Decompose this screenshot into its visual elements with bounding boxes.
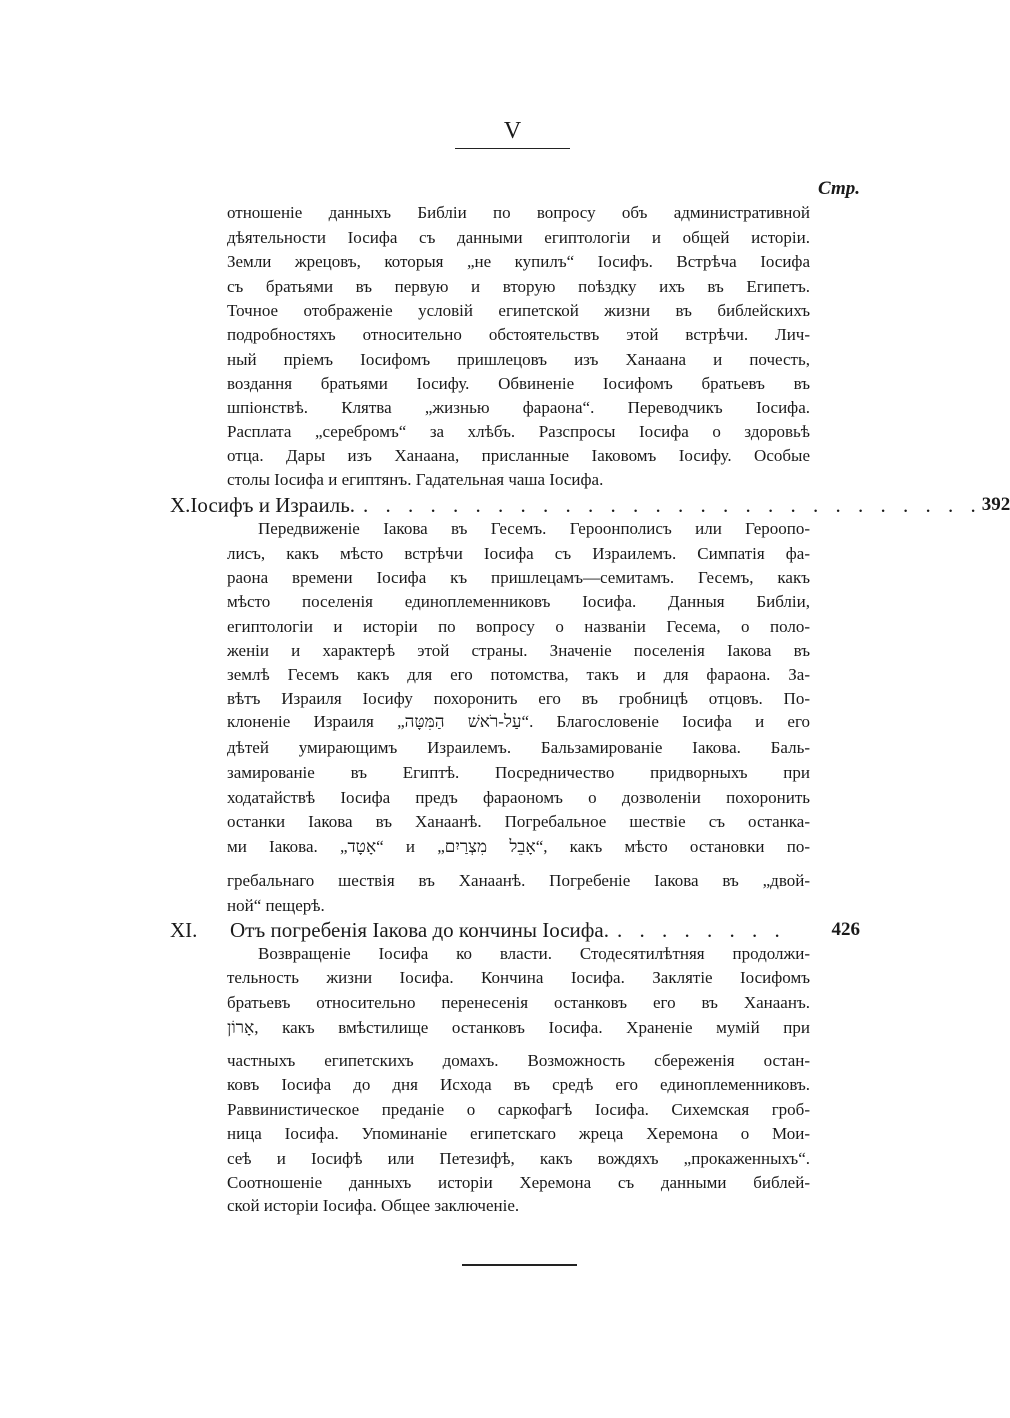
text-line: ный пріемъ Іосифомъ пришлецовъ изъ Ханаана и почесть, bbox=[227, 350, 810, 369]
text-line: Точное отображеніе условій египетской жизни въ библейскихъ bbox=[227, 301, 810, 320]
page-number-header: V bbox=[503, 118, 522, 144]
chapter-page: 392 bbox=[981, 494, 1010, 515]
text-line: лисъ, какъ мѣсто встрѣчи Іосифа съ Израилемъ. Симпатія фа- bbox=[227, 544, 810, 563]
dot-leader: . . . . . . . . . . . . . . . . . . . . . . . . . . . . bbox=[363, 493, 982, 517]
toc-entry-xi bbox=[170, 917, 860, 943]
text-line: Соотношеніе данныхъ исторіи Херемона съ данными библей- bbox=[227, 1173, 810, 1192]
chapter-number: XI. bbox=[170, 918, 198, 942]
text-line: отношеніе данныхъ Библіи по вопросу объ административной bbox=[227, 203, 810, 222]
text-line: сеѣ и Іосифѣ или Петезифѣ, какъ вождяхъ „прокаженныхъ“. bbox=[227, 1149, 810, 1168]
text-line: клоненіе Израиля „עַל-רֹאשׁ הַמִּטָּה“. Благословеніе Іосифа и его bbox=[227, 712, 810, 731]
text-line: ковъ Іосифа до дня Исхода въ средѣ его единоплеменниковъ. bbox=[227, 1075, 810, 1094]
text-line: אָרוֹן, какъ вмѣстилище останковъ Іосифа. Храненіе мумій при bbox=[227, 1018, 810, 1037]
text-line: столы Іосифа и египтянъ. Гадательная чаша Іосифа. bbox=[227, 470, 604, 489]
text-line: ской исторіи Іосифа. Общее заключеніе. bbox=[227, 1196, 520, 1215]
text-line: подробностяхъ относительно обстоятельствъ этой встрѣчи. Лич- bbox=[227, 325, 810, 344]
text-line: шпіонствѣ. Клятва „жизнью фараона“. Переводчикъ Іосифа. bbox=[227, 398, 810, 417]
text-line: ходатайствѣ Іосифа предъ фараономъ о дозволеніи похоронить bbox=[227, 788, 810, 807]
text-line: Расплата „серебромъ“ за хлѣбъ. Разспросы Іосифа о здоровьѣ bbox=[227, 422, 810, 441]
text-line: замированіе въ Египтѣ. Посредничество придворныхъ при bbox=[227, 763, 810, 782]
text-line: вѣтъ Израиля Іосифу похоронить его въ гробницѣ отцовъ. По- bbox=[227, 689, 810, 708]
text-line: воздання братьями Іосифу. Обвиненіе Іосифомъ братьевъ въ bbox=[227, 374, 810, 393]
text-line: раона времени Іосифа къ пришлецамъ—семитамъ. Гесемъ, какъ bbox=[227, 568, 810, 587]
text-line: дѣтей умирающимъ Израилемъ. Бальзамированіе Іакова. Баль- bbox=[227, 738, 810, 757]
text-line: женіи и характерѣ этой страны. Значеніе поселенія Іакова въ bbox=[227, 641, 810, 660]
text-line: гребальнаго шествія въ Ханаанѣ. Погребеніе Іакова въ „двой- bbox=[227, 871, 810, 890]
dot-leader: . . . . . . . . bbox=[616, 918, 786, 942]
chapter-title: Іосифъ и Израиль. bbox=[190, 493, 356, 517]
text-line: ница Іосифа. Упоминаніе египетскаго жреца Херемона о Мои- bbox=[227, 1124, 810, 1143]
page-column-label: Стр. bbox=[818, 178, 860, 199]
text-line: дѣятельности Іосифа съ данными египтологіи и общей исторіи. bbox=[227, 228, 810, 247]
text-line: Земли жрецовъ, которыя „не купилъ“ Іосифъ. Встрѣча Іосифа bbox=[227, 252, 810, 271]
text-line: Раввинистическое преданіе о саркофагѣ Іосифа. Сихемская гроб- bbox=[227, 1100, 810, 1119]
text-line: ной“ пещерѣ. bbox=[227, 896, 325, 915]
chapter-number: X. bbox=[170, 493, 191, 517]
text-line: отца. Дары изъ Ханаана, присланные Іаковомъ Іосифу. Особые bbox=[227, 446, 810, 465]
text-line: останки Іакова въ Ханаанѣ. Погребальное шествіе съ останка- bbox=[227, 812, 810, 831]
chapter-title: Отъ погребенія Іакова до кончины Іосифа. bbox=[230, 918, 609, 942]
header-rule bbox=[455, 148, 570, 149]
text-line: тельность жизни Іосифа. Кончина Іосифа. Заклятіе Іосифомъ bbox=[227, 968, 810, 987]
text-line: Возвращеніе Іосифа ко власти. Стодесятилѣтняя продолжи- bbox=[258, 944, 810, 963]
text-line: Передвиженіе Іакова въ Гесемъ. Героонполисъ или Героопо- bbox=[258, 519, 810, 538]
text-line: египтологіи и исторіи по вопросу о названіи Гесема, о поло- bbox=[227, 617, 810, 636]
toc-entry-x bbox=[170, 492, 1010, 518]
chapter-page: 426 bbox=[831, 919, 860, 940]
text-line: землѣ Гесемъ какъ для его потомства, такъ и для фараона. За- bbox=[227, 665, 810, 684]
end-rule bbox=[462, 1264, 577, 1266]
text-line: мѣсто поселенія единоплеменниковъ Іосифа. Данныя Библіи, bbox=[227, 592, 810, 611]
text-line: братьевъ относительно перенесенія останковъ его въ Ханаанъ. bbox=[227, 993, 810, 1012]
text-line: частныхъ египетскихъ домахъ. Возможность сбереженія остан- bbox=[227, 1051, 810, 1070]
text-line: ми Іакова. „אָטָד“ и „אָבֵל מִצְרַיִם“, какъ мѣсто остановки по- bbox=[227, 837, 810, 856]
text-line: съ братьями въ первую и вторую поѣздку ихъ въ Египетъ. bbox=[227, 277, 810, 296]
